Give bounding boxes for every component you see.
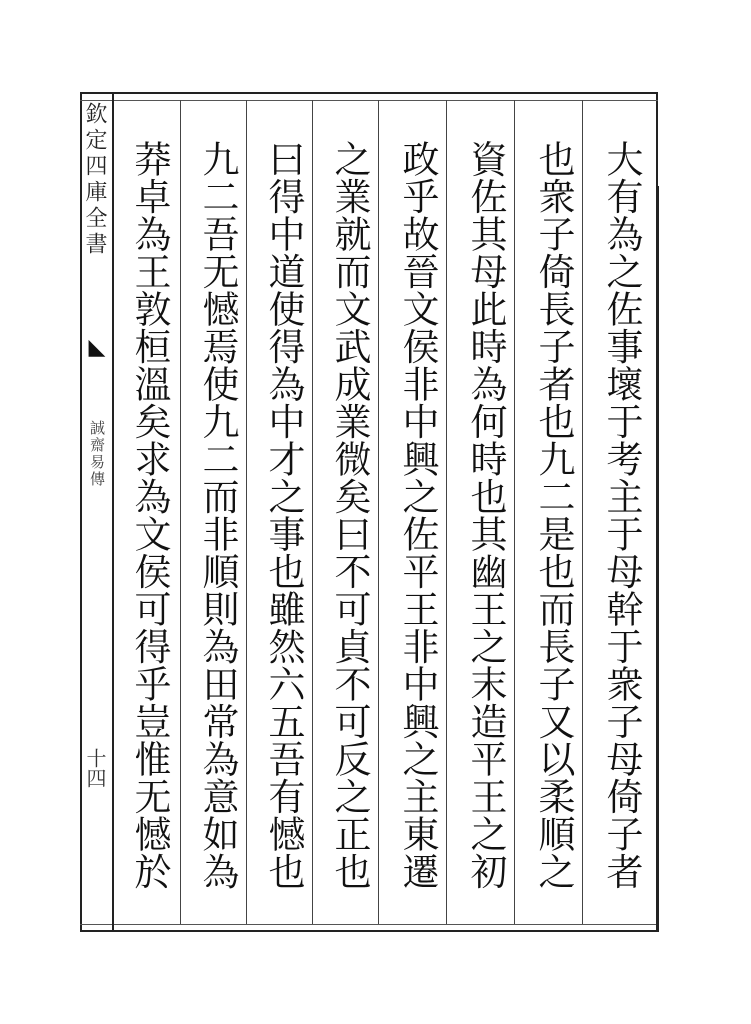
text-column: 之業就而文武成業微矣曰不可貞不可反之正也 [328,140,371,890]
fish-tail-mark-icon: ◣ [88,335,106,360]
column-divider [378,100,379,924]
text-column: 莽卓為王敦桓溫矣求為文侯可得乎豈惟无憾於 [128,140,171,890]
text-column: 曰得中道使得為中才之事也雖然六五吾有憾也 [262,140,305,890]
column-divider [446,100,447,924]
text-column: 資佐其母此時為何時也其幽王之末造平王之初 [464,140,507,890]
gutter-page-number: 十四 [83,748,107,788]
column-divider [246,100,247,924]
text-column: 大有為之佐事壞于考主于母幹于衆子母倚子者 [600,140,643,890]
column-divider [582,100,583,924]
bottom-rule [80,924,658,925]
gutter-section-title: 誠齋易傳 [88,420,106,488]
top-rule [80,100,658,101]
text-column: 政乎故晉文侯非中興之佐平王非中興之主東遷 [396,140,439,890]
text-column: 九二吾无憾焉使九二而非順則為田常為意如為 [196,140,239,890]
gutter-book-title: 欽定四庫全書 [82,102,107,258]
column-divider [180,100,181,924]
column-divider [312,100,313,924]
text-column: 也衆子倚長子者也九二是也而長子又以柔順之 [532,140,575,890]
column-divider [514,100,515,924]
right-edge-rule [656,186,659,932]
